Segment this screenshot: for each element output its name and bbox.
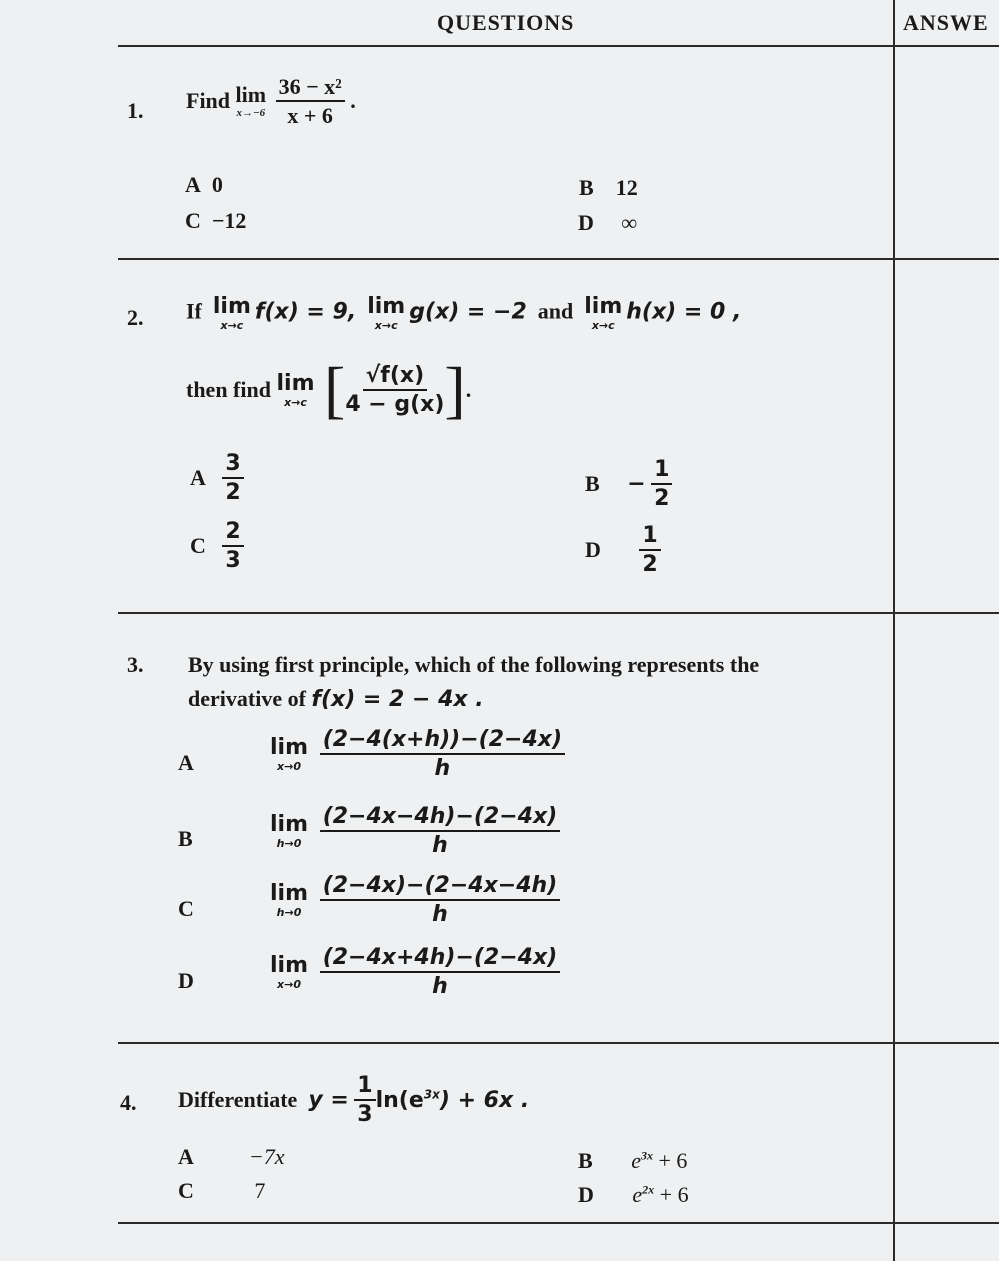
q1-divider: [118, 258, 999, 260]
q3-option-c: lim h→0 $\frac{(2-4x)-(2-4x-4h)}{h}$: [270, 874, 560, 926]
q1-numerator: 36 − x²: [276, 75, 345, 102]
q1-option-b: B 12: [579, 175, 638, 200]
q1-option-d: D ∞: [578, 210, 638, 235]
q1-number: 1.: [127, 98, 144, 123]
q2-fraction: $\frac{√f(x)}{4 - g(x)}$: [345, 362, 445, 417]
q4-option-a: A −7x: [178, 1144, 285, 1169]
q3-option-d-label: D: [178, 968, 194, 993]
q1-limit: [235, 81, 267, 119]
q3-option-d: lim x→0 $\frac{(2-4x+4h)-(2-4x)}{h}$: [270, 946, 560, 998]
q2-option-c: C $\frac{2}{3}$: [190, 520, 244, 572]
q3-number: 3.: [127, 652, 144, 677]
q3-line1: By using first principle, which of the following represents the: [188, 652, 760, 677]
q1-fraction: [276, 75, 345, 127]
q4-stem: Differentiate y = $\frac{1}{3}$ $\ln(e^{3x}) + 6x$ .: [178, 1073, 530, 1128]
q1-lim-word: lim: [235, 81, 267, 107]
q3-divider: [118, 1042, 999, 1044]
q3-option-a: lim x→0 $\frac{(2-4(x+h))-(2-4x)}{h}$: [270, 728, 565, 780]
q4-option-c: C 7: [178, 1178, 266, 1203]
q3-option-b-label: B: [178, 826, 193, 851]
q3-option-b: lim h→0 $\frac{(2-4x-4h)-(2-4x)}{h}$: [270, 805, 560, 857]
q1-denominator: x + 6: [287, 103, 333, 129]
q2-number: 2.: [127, 305, 144, 330]
q2-divider: [118, 612, 999, 614]
q1-prompt: Find: [186, 88, 231, 114]
header-divider: [118, 45, 999, 47]
q2-option-d: D $\frac{1}{2}$: [585, 524, 661, 576]
q1-stem: [186, 75, 356, 127]
q3-line2: derivative of f(x) = 2 − 4x .: [188, 686, 484, 712]
q2-expression: then find lim x→c [ $\frac{√f(x)}{4 - g(x)}$ ].: [186, 354, 472, 425]
q2-option-a: A $\frac{3}{2}$: [190, 452, 244, 504]
q4-divider: [118, 1222, 999, 1224]
q4-number: 4.: [120, 1090, 137, 1115]
q1-tail: .: [350, 88, 356, 114]
q1-lim-sub: x→−6: [236, 106, 266, 119]
q3-option-a-label: A: [178, 750, 194, 775]
q1-option-a: A 0: [185, 172, 223, 197]
questions-heading: QUESTIONS: [437, 10, 575, 35]
q4-option-d: D $e^{2x} + 6$: [578, 1182, 689, 1207]
q3-option-c-label: C: [178, 896, 194, 921]
q1-option-c: C −12: [185, 208, 247, 233]
q4-option-b: B $e^{3x} + 6$: [578, 1148, 688, 1173]
q2-option-b: B − $\frac{1}{2}$: [585, 458, 672, 510]
answer-column-divider: [893, 0, 895, 1261]
q2-conditions: If lim x→c f(x) = 9, lim x→c g(x) = −2 and lim x→c h(x) = 0 ,: [186, 294, 742, 332]
answer-heading: ANSWE: [903, 10, 989, 35]
